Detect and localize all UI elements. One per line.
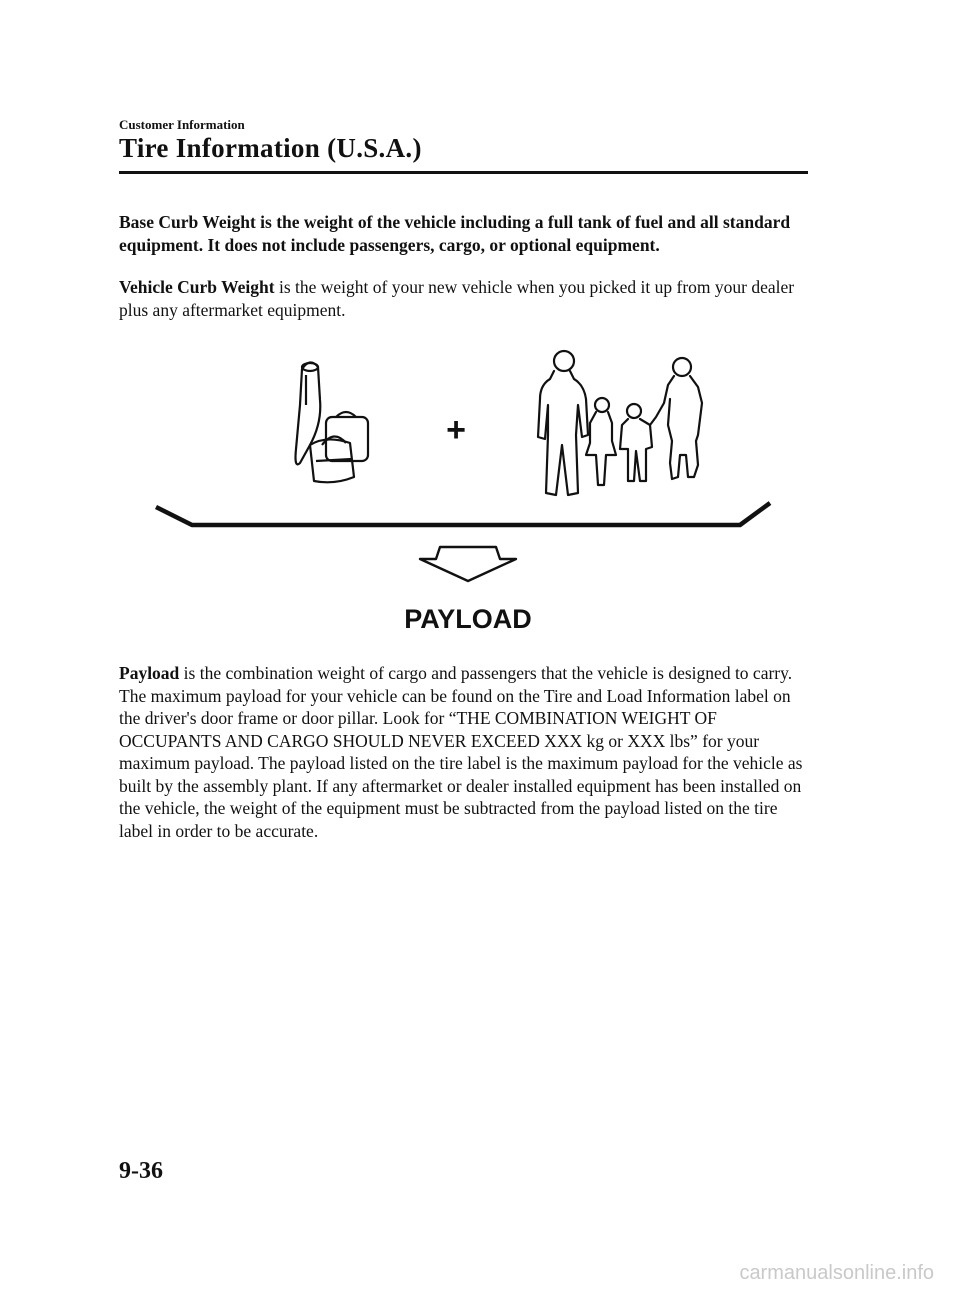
page-number: 9-36 [119,1158,163,1184]
down-arrow-icon [420,547,516,581]
family-icon [538,351,702,495]
section-label: Customer Information [119,117,245,132]
vehicle-curb-weight-term: Vehicle Curb Weight [119,277,275,297]
vehicle-curb-weight-paragraph [119,276,809,321]
payload-illustration [150,345,780,645]
vehicle-curb-weight-text: is the weight of your new vehicle when you picked it up from your dealer plus any aftermarket equipment. [119,277,795,320]
base-curb-weight-paragraph: Base Curb Weight is the weight of the vehicle including a full tank of fuel and all standard equipment. It does not include passengers, cargo, or optional equipment. [119,212,791,255]
payload-text: is the combination weight of cargo and passengers that the vehicle is designed to carry. The maximum payload for your vehicle can be found on the Tire and Load Information label on the driver's door frame or door pillar. Look for “THE COMBINATION WEIGHT OF OCCUPANTS AND CARGO SHOULD NEVER EXCEED XXX kg or XXX lbs” for your maximum payload. The payload listed on the tire label is the maximum payload for the vehicle as built by the assembly plant. If any aftermarket or dealer installed equipment has been installed on the vehicle, the weight of the equipment must be subtracted from the payload listed on the tire label in order to be accurate. [119,663,803,841]
payload-term: Payload [119,663,180,683]
payload-paragraph [119,662,809,842]
payload-label: PAYLOAD [404,604,532,634]
plus-sign: + [446,411,466,449]
payload-bracket [156,503,770,525]
page-title: Tire Information (U.S.A.) [119,133,422,163]
watermark: carmanualsonline.info [739,1262,934,1284]
title-rule [119,171,808,174]
luggage-icon [296,362,369,482]
